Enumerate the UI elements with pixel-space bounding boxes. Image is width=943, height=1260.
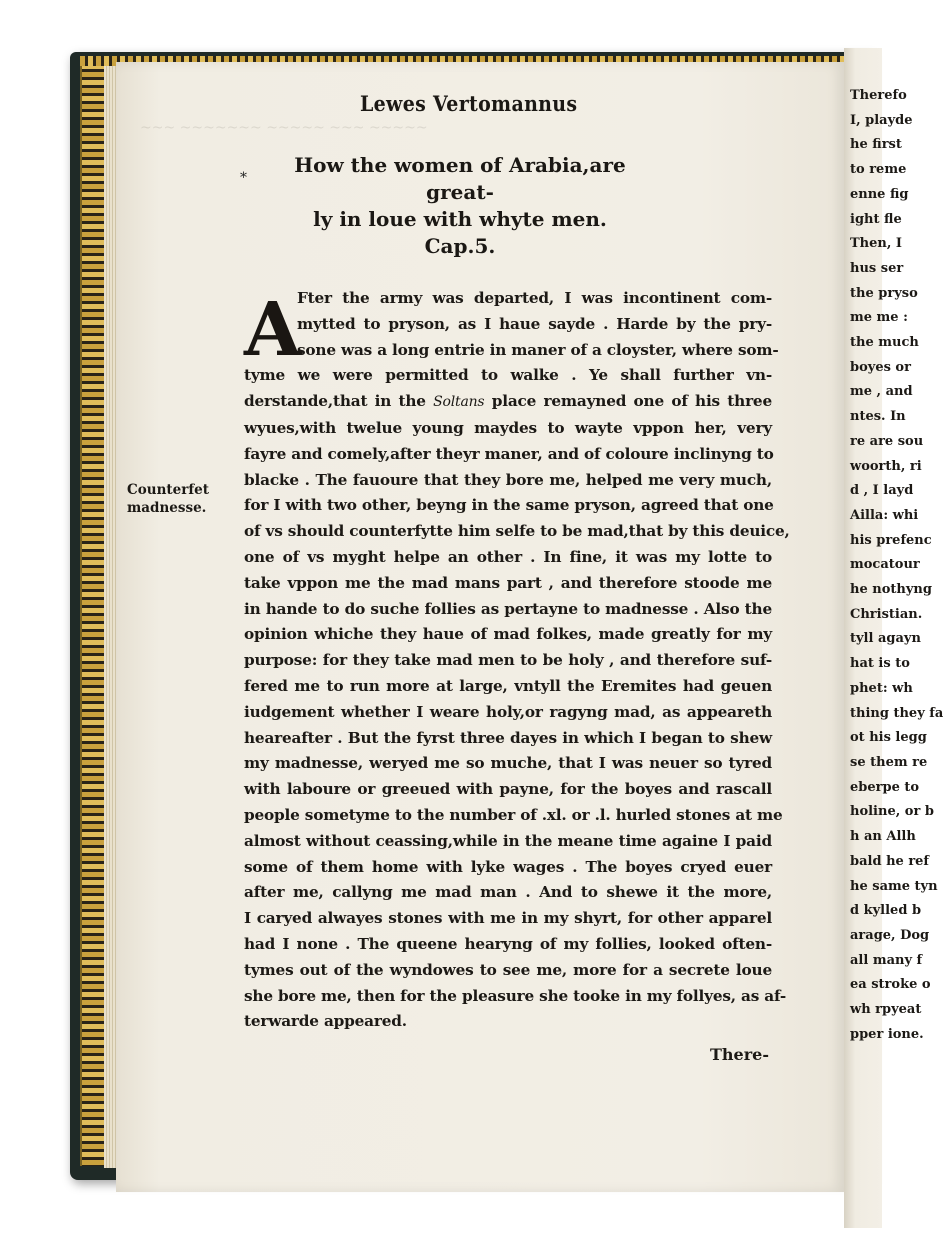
text-line: tymes out of the wyndowes to see me, more for a secrete loue [244, 960, 772, 979]
margin-note-line: Counterfet [127, 482, 209, 498]
right-page-line: the pryso [850, 285, 918, 301]
text-line: blacke . The fauoure that they bore me, helped me very much, [244, 470, 772, 489]
right-page-text [844, 84, 943, 1047]
text-line: heareafter . But the fyrst three dayes in which I began to shew [244, 728, 772, 747]
right-page-line: ight fle [850, 211, 902, 227]
right-page-line: he nothyng [850, 582, 932, 598]
right-page-line: to reme [850, 162, 907, 178]
text-line: had I none . The queene hearyng of my follies, looked often- [244, 934, 772, 953]
text-line: almost without ceassing,while in the meane time againe I paid [244, 831, 772, 850]
text-line: fayre and comely,after theyr maner, and of coloure inclinyng to [244, 444, 774, 463]
right-page-line: wh rpyeat [850, 1002, 922, 1018]
right-page-line: woorth, ri [850, 458, 922, 474]
text-line: tyme we were permitted to walke . Ye shall further vn- [244, 366, 772, 385]
right-page-line: d , I layd [850, 483, 914, 499]
right-page-line: boyes or [850, 359, 911, 375]
chapter-title-line: ly in loue with whyte men. [313, 207, 607, 231]
show-through: ~~~ ~~~~~~~ ~~~~~ ~~~ ~~~~~ [140, 120, 428, 136]
text-fragment: place remayned one of his three [491, 392, 772, 411]
right-page-line: all many f [850, 952, 923, 968]
text-line: after me, callyng me mad man . And to shewe it the more, [244, 883, 772, 902]
right-page-line: h an Allh [850, 829, 916, 845]
text-line: for I with two other, beyng in the same pryson, agreed that one [244, 496, 774, 515]
right-page-line: Therefo [850, 88, 907, 103]
right-page-line: se them re [850, 754, 928, 770]
right-page-line: hus ser [850, 260, 904, 276]
text-line: people sometyme to the number of .xl. or .l. hurled stones at me [244, 805, 783, 824]
running-head: Lewes Vertomannus [360, 91, 578, 117]
text-line: my madnesse, weryed me so muche, that I was neuer so tyred [244, 754, 772, 773]
margin-note [127, 481, 227, 517]
right-page-line: eberpe to [850, 779, 920, 795]
right-page-line: I, playde [850, 112, 913, 128]
right-page-line: re are sou [850, 433, 924, 449]
right-page-line: thing they fa [850, 705, 943, 721]
right-page-line: Christian. [850, 606, 923, 622]
right-page-line: enne fig [850, 186, 909, 202]
text-fragment: derstande,that in the [244, 392, 426, 411]
text-line: fered me to run more at large, vntyll the Eremites had geuen [244, 676, 772, 695]
right-page-line: tyll agayn [850, 631, 921, 647]
text-line [244, 389, 772, 416]
right-page-line: Then, I [850, 236, 902, 252]
text-line: opinion whiche they haue of mad folkes, made greatly for my [244, 625, 772, 644]
text-line: she bore me, then for the pleasure she tooke in my follyes, as af- [244, 986, 786, 1005]
right-page-line: he same tyn [850, 878, 938, 894]
text-line: I caryed alwayes stones with me in my shyrt, for other apparel [244, 909, 772, 928]
right-page-line: arage, Dog [850, 927, 930, 943]
right-page-line: ot his legg [850, 730, 927, 746]
right-page-edge [844, 48, 943, 1228]
right-page-line: me , and [850, 384, 913, 400]
text-line: purpose: for they take mad men to be holy , and therefore suf- [244, 651, 772, 670]
text-line: mytted to pryson, as I haue sayde . Harde by the pry- [297, 314, 772, 333]
catchword: There- [710, 1045, 769, 1064]
chapter-title [290, 152, 630, 260]
right-page-line: bald he ref [850, 853, 930, 869]
asterisk-mark: * [240, 170, 247, 186]
right-page-line: d kylled b [850, 903, 922, 919]
text-line: take vppon me the mad mans part , and therefore stoode me [244, 573, 772, 592]
italic-word: Soltans [433, 394, 485, 411]
right-page-line: he first [850, 137, 902, 153]
right-page-line: the much [850, 335, 919, 351]
text-line: some of them home with lyke wages . The boyes cryed euer [244, 857, 772, 876]
body-text [244, 286, 790, 1035]
right-page-line: Ailla: whi [850, 507, 919, 523]
text-line: wyues,with twelue young maydes to wayte vppon her, very [244, 418, 772, 437]
text-line: with laboure or greeued with payne, for the boyes and rascall [244, 780, 772, 799]
text-line: of vs should counterfytte him selfe to be mad,that by this deuice, [244, 522, 790, 541]
right-page-line: ntes. In [850, 409, 906, 425]
text-line: terwarde appeared. [244, 1012, 407, 1031]
chapter-number: Cap.5. [424, 234, 496, 258]
text-line: Fter the army was departed, I was incontinent com- [297, 289, 772, 307]
text-line: in hande to do suche follies as pertayne to madnesse . Also the [244, 599, 772, 618]
right-page-line: mocatour [850, 557, 920, 573]
right-page-line: phet: wh [850, 680, 913, 696]
margin-note-line: madnesse. [127, 500, 207, 516]
right-page-line: his prefenc [850, 532, 932, 548]
chapter-title-line: How the women of Arabia,are great- [294, 153, 626, 204]
right-page-line: ea stroke o [850, 977, 931, 993]
right-page-line: me me : [850, 310, 908, 326]
text-line: one of vs myght helpe an other . In fine, it was my lotte to [244, 547, 772, 566]
text-line: sone was a long entrie in maner of a cloyster, where som- [297, 340, 779, 359]
right-page-line: hat is to [850, 656, 910, 672]
text-line: iudgement whether I weare holy,or ragyng mad, as appeareth [244, 702, 772, 721]
drop-capital: A [244, 287, 302, 373]
right-page-line: pper ione. [850, 1026, 924, 1042]
right-page-line: holine, or b [850, 804, 934, 820]
